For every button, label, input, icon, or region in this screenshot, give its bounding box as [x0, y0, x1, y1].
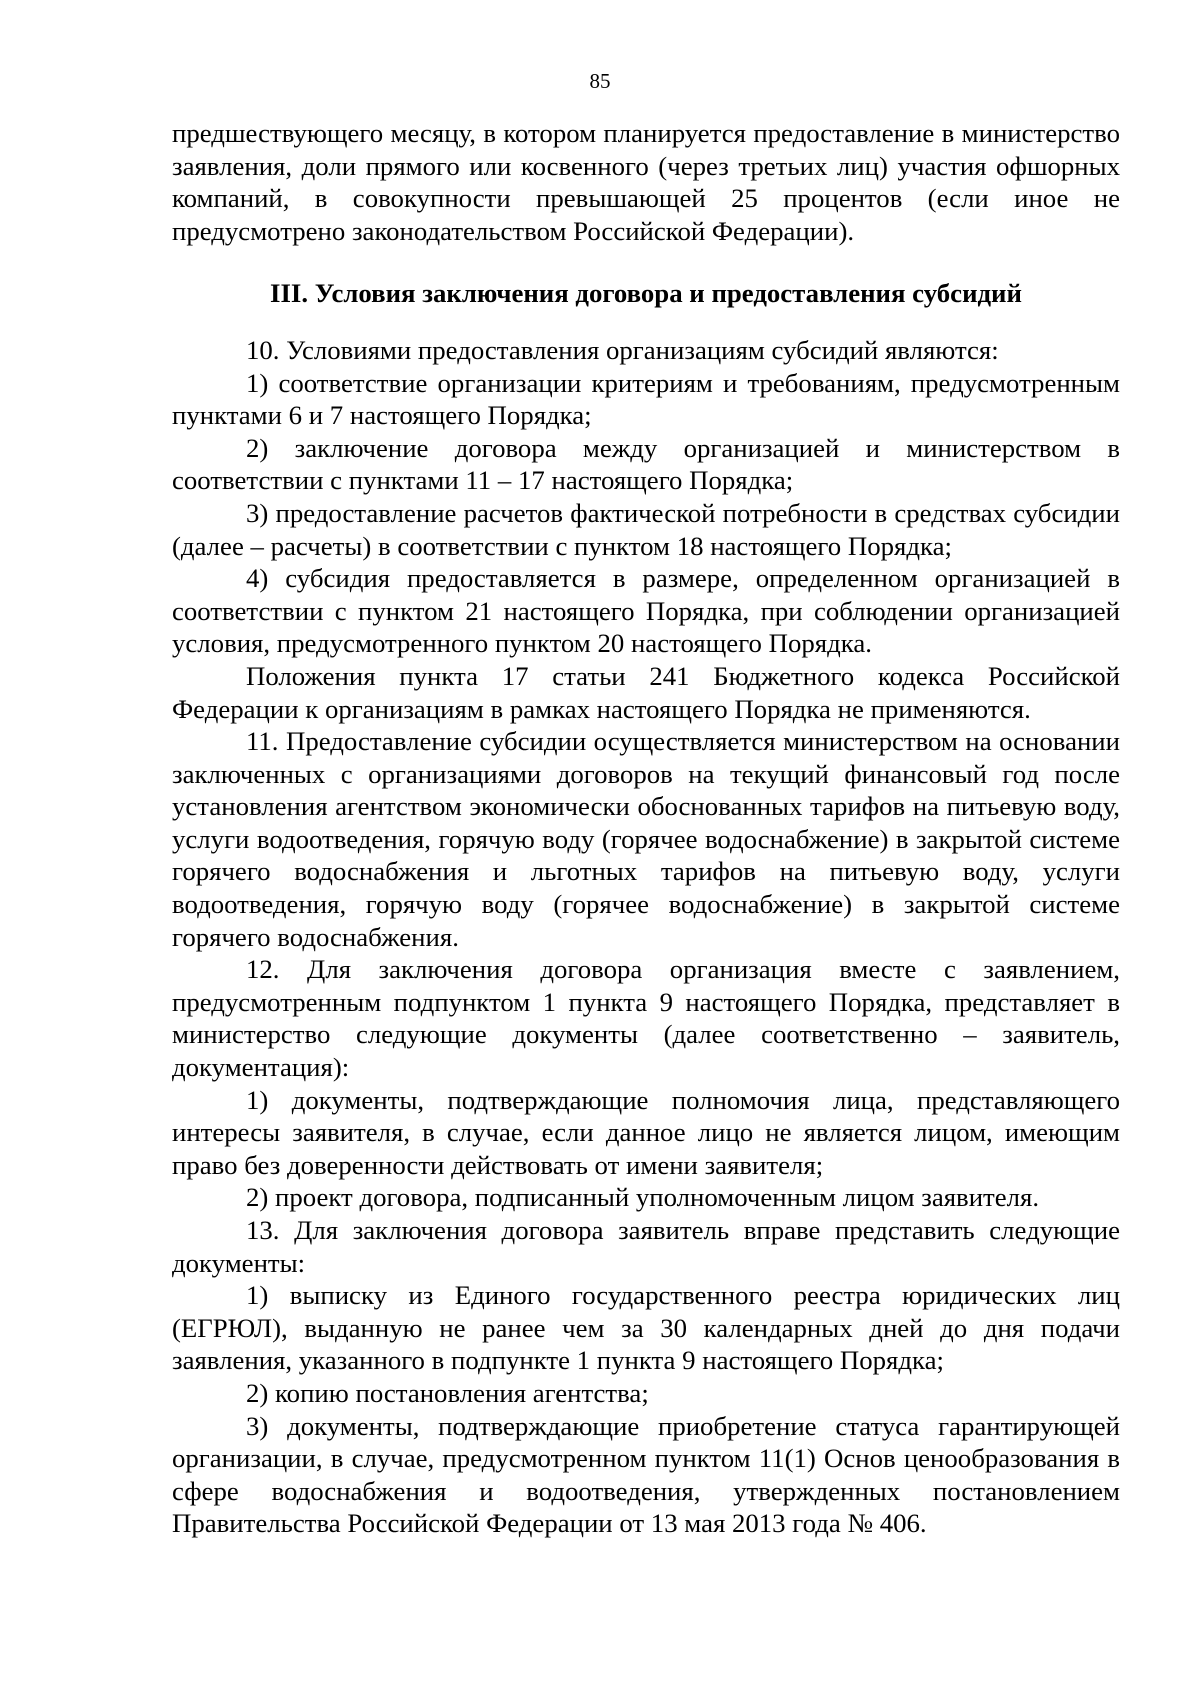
page-number: 85 [589, 69, 611, 93]
paragraph-12-item-2: 2) проект договора, подписанный уполномоченным лицом заявителя. [246, 1182, 1040, 1213]
paragraph-11: 11. Предоставление субсидии осуществляется министерством на основании заключенных с организациями договоров на текущий финансовый год после установления агентством экономически обоснованных тарифов на питьевую воду, услуги водоотведения, горячую воду (горячее водоснабжение) в закрытой системе горячего водоснабжения и льготных тарифов на питьевую воду, услуги водоотведения, горячую воду (горячее водоснабжение) в закрытой системе горячего водоснабжения. [172, 726, 1120, 952]
paragraph-13: 13. Для заключения договора заявитель вправе представить следующие документы: [172, 1215, 1120, 1278]
section-heading: III. Условия заключения договора и предоставления субсидий [270, 278, 1022, 309]
paragraph-13-item-2: 2) копию постановления агентства; [246, 1377, 649, 1408]
paragraph-10-item-3: 3) предоставление расчетов фактической потребности в средствах субсидии (далее – расчеты) в соответствии с пунктом 18 настоящего Порядка; [172, 497, 1120, 561]
paragraph-budget-code: Положения пункта 17 статьи 241 Бюджетного кодекса Российской Федерации к организациям в рамках настоящего Порядка не применяются. [172, 660, 1120, 724]
paragraph-12: 12. Для заключения договора организация вместе с заявлением, предусмотренным подпунктом 1 пункта 9 настоящего Порядка, представляет в министерство следующие документы (далее соответственно – заявитель, документация): [172, 954, 1120, 1083]
paragraph-10-item-4: 4) субсидия предоставляется в размере, определенном организацией в соответствии с пунктом 21 настоящего Порядка, при соблюдении организацией условия, предусмотренного пунктом 20 настоящего Порядка. [172, 563, 1120, 659]
paragraph-10-item-2: 2) заключение договора между организацией и министерством в соответствии с пунктами 11 – 17 настоящего Порядка; [172, 432, 1120, 496]
paragraph-10-item-1: 1) соответствие организации критериям и требованиям, предусмотренным пунктами 6 и 7 настоящего Порядка; [172, 367, 1120, 431]
paragraph-10: 10. Условиями предоставления организациям субсидий являются: [246, 334, 999, 365]
paragraph-13-item-1: 1) выписку из Единого государственного реестра юридических лиц (ЕГРЮЛ), выданную не ранее чем за 30 календарных дней до дня подачи заявления, указанного в подпункте 1 пункта 9 настоящего Порядка; [172, 1280, 1120, 1376]
document-body [172, 117, 1120, 1540]
intro-paragraph: предшествующего месяцу, в котором планируется предоставление в министерство заявления, доли прямого или косвенного (через третьих лиц) участия офшорных компаний, в совокупности превышающей 25 процентов (если иное не предусмотрено законодательством Российской Федерации). [172, 118, 1120, 246]
paragraph-12-item-1: 1) документы, подтверждающие полномочия лица, представляющего интересы заявителя, в случае, если данное лицо не является лицом, имеющим право без доверенности действовать от имени заявителя; [172, 1084, 1120, 1180]
paragraph-13-item-3: 3) документы, подтверждающие приобретение статуса гарантирующей организации, в случае, предусмотренном пунктом 11(1) Основ ценообразования в сфере водоснабжения и водоотведения, утвержденных постановлением Правительства Российской Федерации от 13 мая 2013 года № 406. [172, 1410, 1120, 1539]
